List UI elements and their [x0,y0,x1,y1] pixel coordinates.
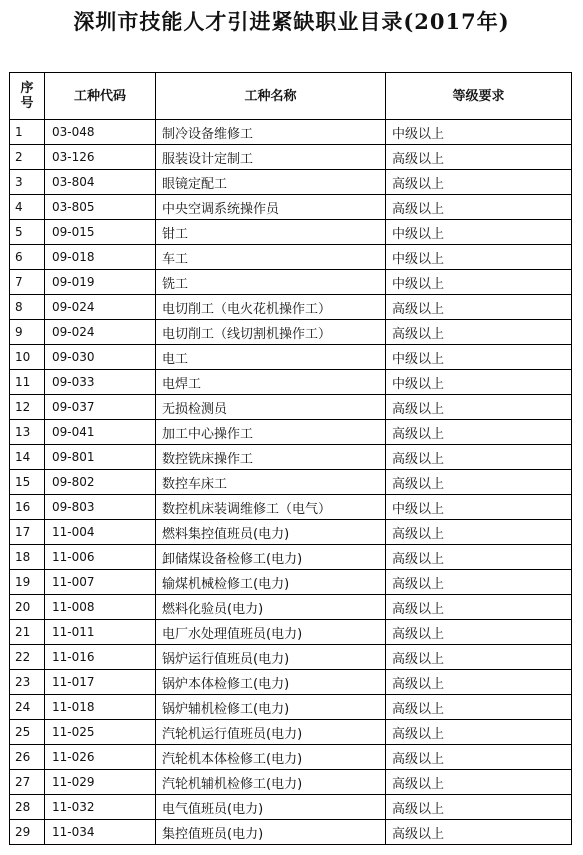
cell-level: 中级以上 [386,370,572,395]
cell-code: 09-024 [45,295,156,320]
cell-code: 09-019 [45,270,156,295]
cell-no: 18 [10,545,45,570]
cell-no: 25 [10,720,45,745]
table-row [10,695,572,720]
cell-code: 09-033 [45,370,156,395]
cell-level: 高级以上 [386,470,572,495]
table-row [10,270,572,295]
cell-no: 14 [10,445,45,470]
cell-level: 高级以上 [386,670,572,695]
cell-level: 高级以上 [386,320,572,345]
cell-level: 高级以上 [386,145,572,170]
cell-name: 汽轮机辅机检修工(电力) [156,770,386,795]
cell-no: 17 [10,520,45,545]
cell-level: 高级以上 [386,595,572,620]
cell-name: 钳工 [156,220,386,245]
table-row [10,120,572,145]
cell-no: 2 [10,145,45,170]
cell-no: 7 [10,270,45,295]
cell-code: 09-802 [45,470,156,495]
cell-code: 11-017 [45,670,156,695]
cell-no: 1 [10,120,45,145]
cell-name: 汽轮机运行值班员(电力) [156,720,386,745]
cell-name: 电厂水处理值班员(电力) [156,620,386,645]
table-row [10,245,572,270]
table-body [10,120,572,845]
cell-code: 11-029 [45,770,156,795]
table-row [10,820,572,845]
cell-no: 10 [10,345,45,370]
cell-level: 中级以上 [386,495,572,520]
cell-name: 车工 [156,245,386,270]
cell-level: 中级以上 [386,245,572,270]
cell-code: 09-803 [45,495,156,520]
cell-name: 集控值班员(电力) [156,820,386,845]
cell-code: 11-004 [45,520,156,545]
table-row [10,420,572,445]
cell-level: 中级以上 [386,220,572,245]
page-title: 深圳市技能人才引进紧缺职业目录(2017年) [73,9,510,34]
cell-name: 服装设计定制工 [156,145,386,170]
occupation-table [9,72,572,845]
cell-code: 11-006 [45,545,156,570]
cell-name: 中央空调系统操作员 [156,195,386,220]
cell-level: 中级以上 [386,270,572,295]
cell-no: 4 [10,195,45,220]
table-row [10,470,572,495]
cell-code: 11-008 [45,595,156,620]
cell-no: 6 [10,245,45,270]
cell-level: 中级以上 [386,120,572,145]
cell-code: 03-804 [45,170,156,195]
header-seq [10,73,45,120]
cell-name: 无损检测员 [156,395,386,420]
cell-code: 11-011 [45,620,156,645]
cell-name: 锅炉辅机检修工(电力) [156,695,386,720]
table-header [10,73,572,120]
cell-no: 28 [10,795,45,820]
cell-no: 5 [10,220,45,245]
cell-no: 12 [10,395,45,420]
cell-name: 卸储煤设备检修工(电力) [156,545,386,570]
cell-name: 电工 [156,345,386,370]
cell-level: 高级以上 [386,620,572,645]
table-row [10,345,572,370]
cell-no: 21 [10,620,45,645]
header-row [10,73,572,120]
cell-no: 13 [10,420,45,445]
cell-level: 高级以上 [386,745,572,770]
cell-level: 高级以上 [386,695,572,720]
cell-level: 高级以上 [386,795,572,820]
cell-name: 加工中心操作工 [156,420,386,445]
cell-code: 09-024 [45,320,156,345]
table-row [10,195,572,220]
cell-code: 03-048 [45,120,156,145]
header-code: 工种代码 [45,73,156,120]
cell-name: 输煤机械检修工(电力) [156,570,386,595]
table-row [10,770,572,795]
cell-name: 锅炉运行值班员(电力) [156,645,386,670]
cell-code: 11-007 [45,570,156,595]
cell-level: 高级以上 [386,720,572,745]
cell-name: 电焊工 [156,370,386,395]
cell-level: 高级以上 [386,820,572,845]
cell-code: 09-030 [45,345,156,370]
cell-level: 高级以上 [386,520,572,545]
cell-name: 锅炉本体检修工(电力) [156,670,386,695]
table-row [10,145,572,170]
cell-level: 高级以上 [386,570,572,595]
header-name: 工种名称 [156,73,386,120]
cell-level: 高级以上 [386,445,572,470]
cell-name: 汽轮机本体检修工(电力) [156,745,386,770]
cell-code: 11-034 [45,820,156,845]
cell-name: 眼镜定配工 [156,170,386,195]
cell-code: 11-016 [45,645,156,670]
cell-level: 高级以上 [386,395,572,420]
table-row [10,170,572,195]
header-seq-label: 序号 [20,81,34,111]
cell-no: 9 [10,320,45,345]
table-row [10,295,572,320]
table-row [10,670,572,695]
table-row [10,220,572,245]
cell-name: 燃料集控值班员(电力) [156,520,386,545]
table-row [10,495,572,520]
cell-level: 高级以上 [386,770,572,795]
cell-no: 19 [10,570,45,595]
cell-no: 23 [10,670,45,695]
cell-name: 制冷设备维修工 [156,120,386,145]
table-row [10,395,572,420]
table-row [10,795,572,820]
cell-code: 03-126 [45,145,156,170]
cell-no: 24 [10,695,45,720]
cell-name: 燃料化验员(电力) [156,595,386,620]
table-row [10,745,572,770]
cell-no: 20 [10,595,45,620]
cell-code: 11-032 [45,795,156,820]
cell-name: 电切削工（电火花机操作工） [156,295,386,320]
cell-no: 29 [10,820,45,845]
table-row [10,520,572,545]
table-row [10,445,572,470]
table-row [10,570,572,595]
cell-code: 11-018 [45,695,156,720]
cell-name: 数控铣床操作工 [156,445,386,470]
cell-level: 高级以上 [386,195,572,220]
cell-name: 数控机床装调维修工（电气） [156,495,386,520]
cell-code: 03-805 [45,195,156,220]
table-row [10,595,572,620]
cell-no: 16 [10,495,45,520]
cell-code: 09-801 [45,445,156,470]
cell-level: 高级以上 [386,295,572,320]
cell-name: 铣工 [156,270,386,295]
cell-name: 电气值班员(电力) [156,795,386,820]
cell-code: 11-026 [45,745,156,770]
cell-level: 高级以上 [386,645,572,670]
cell-no: 8 [10,295,45,320]
cell-no: 26 [10,745,45,770]
cell-no: 11 [10,370,45,395]
table-row [10,620,572,645]
cell-code: 09-015 [45,220,156,245]
table-row [10,320,572,345]
cell-no: 3 [10,170,45,195]
cell-level: 高级以上 [386,170,572,195]
cell-level: 中级以上 [386,345,572,370]
cell-no: 22 [10,645,45,670]
cell-level: 高级以上 [386,420,572,445]
cell-level: 高级以上 [386,545,572,570]
cell-code: 09-018 [45,245,156,270]
cell-name: 数控车床工 [156,470,386,495]
table-row [10,645,572,670]
table-row [10,545,572,570]
cell-no: 15 [10,470,45,495]
cell-no: 27 [10,770,45,795]
table-row [10,720,572,745]
header-level: 等级要求 [386,73,572,120]
table-row [10,370,572,395]
cell-name: 电切削工（线切割机操作工） [156,320,386,345]
cell-code: 11-025 [45,720,156,745]
cell-code: 09-037 [45,395,156,420]
cell-code: 09-041 [45,420,156,445]
